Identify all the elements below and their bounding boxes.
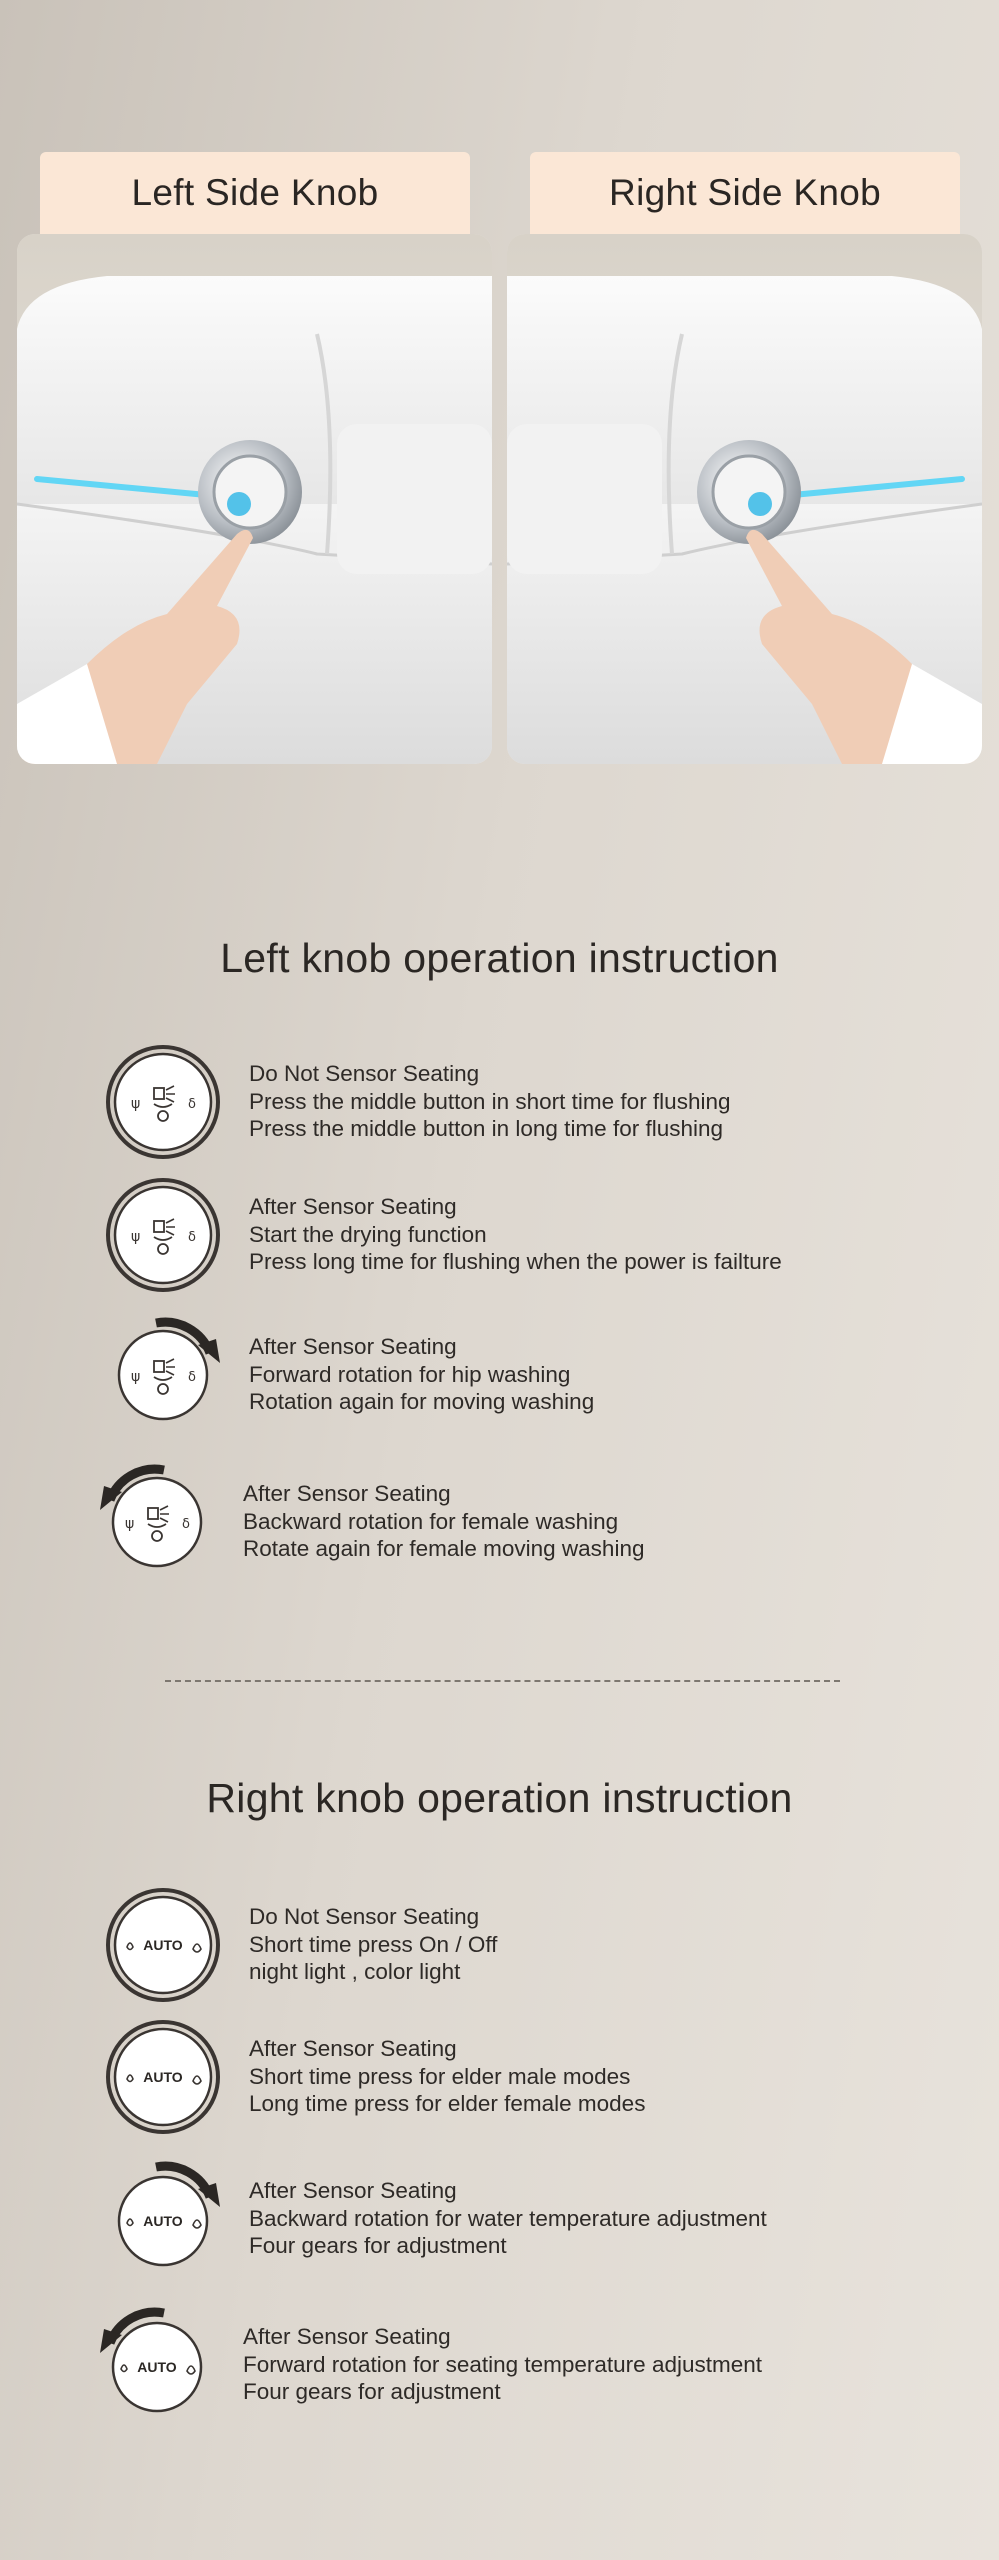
instruction-item [0,1313,999,1443]
instruction-text [249,1193,782,1276]
instruction-line: Press the middle button in long time for flushing [249,1116,724,1141]
svg-text:δ: δ [182,1517,190,1532]
right-knob-photo [507,234,982,764]
instruction-text [243,1480,644,1563]
instruction-text [249,1333,594,1416]
instruction-line: Forward rotation for seating temperature adjustment [243,2351,763,2377]
instruction-heading: After Sensor Seating [249,2036,457,2061]
instruction-line: Short time press On / Off [249,1931,498,1957]
instruction-line: Press long time for flushing when the power is failture [249,1249,782,1274]
instruction-line: Start the drying function [249,1221,487,1247]
instruction-text [249,1903,497,1986]
auto-knob-icon [98,1880,228,2010]
instruction-line: night light , color light [249,1959,461,1984]
instruction-item [0,1037,999,1167]
svg-text:δ: δ [188,1370,196,1385]
svg-text:AUTO: AUTO [143,2069,183,2085]
svg-text:ψ: ψ [131,1096,141,1112]
instruction-heading: Do Not Sensor Seating [249,1904,480,1929]
instruction-text [249,2035,645,2118]
auto-knob-icon [92,2295,222,2425]
instruction-text [243,2323,762,2406]
instruction-text [249,2177,767,2260]
svg-text:ψ: ψ [125,1516,135,1532]
instruction-item [0,2012,999,2142]
right-section-title: Right knob operation instruction [206,1775,793,1821]
instruction-line: Rotate again for female moving washing [243,1536,645,1561]
instruction-heading: After Sensor Seating [249,1194,457,1219]
instruction-text [249,1060,731,1143]
auto-knob-icon [98,2012,228,2142]
svg-text:AUTO: AUTO [143,1937,183,1953]
svg-text:ψ: ψ [131,1369,141,1385]
instruction-heading: After Sensor Seating [249,2178,457,2203]
instruction-line: Press the middle button in short time for flushing [249,1088,731,1114]
left-knob-icon [98,1170,228,1300]
svg-text:ψ: ψ [131,1229,141,1245]
svg-text:AUTO: AUTO [137,2359,177,2375]
instruction-line: Forward rotation for hip washing [249,1361,571,1387]
instruction-heading: After Sensor Seating [249,1334,457,1359]
instruction-line: Four gears for adjustment [243,2379,501,2404]
instruction-heading: Do Not Sensor Seating [249,1061,480,1086]
instruction-item [0,2157,999,2287]
instruction-item [0,2303,999,2433]
instruction-line: Backward rotation for water temperature adjustment [249,2205,767,2231]
left-knob-icon [98,1305,228,1435]
instruction-heading: After Sensor Seating [243,1481,451,1506]
instruction-line: Backward rotation for female washing [243,1508,619,1534]
left-knob-icon [98,1037,228,1167]
right-side-knob-label: Right Side Knob [530,152,960,234]
instruction-line: Long time press for elder female modes [249,2091,646,2116]
left-section-title: Left knob operation instruction [220,935,779,981]
instruction-line: Four gears for adjustment [249,2233,507,2258]
left-knob-icon [92,1452,222,1582]
auto-knob-icon [98,2149,228,2279]
instruction-item [0,1880,999,2010]
left-side-knob-label: Left Side Knob [40,152,470,234]
svg-text:δ: δ [188,1097,196,1112]
instruction-heading: After Sensor Seating [243,2324,451,2349]
svg-text:AUTO: AUTO [143,2213,183,2229]
instruction-line: Short time press for elder male modes [249,2063,631,2089]
instruction-line: Rotation again for moving washing [249,1389,595,1414]
section-divider [165,1680,840,1682]
instruction-item [0,1460,999,1590]
left-knob-photo [17,234,492,764]
instruction-item [0,1170,999,1300]
svg-text:δ: δ [188,1230,196,1245]
